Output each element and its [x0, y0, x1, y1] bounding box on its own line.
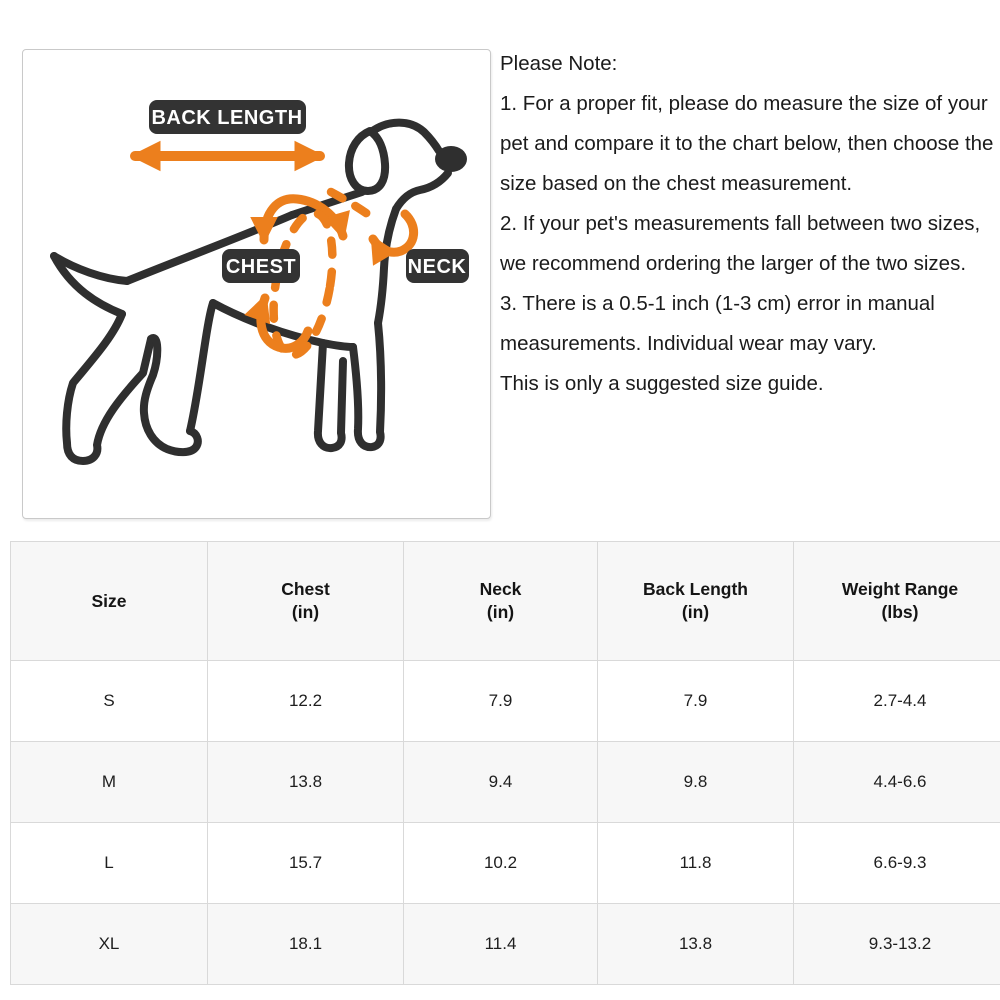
note-line: 3. There is a 0.5-1 inch (1-3 cm) error in manual — [500, 292, 935, 315]
size-cell: M — [11, 742, 208, 823]
size-chart-table — [10, 541, 1000, 985]
size-cell: S — [11, 661, 208, 742]
chest-cell: 15.7 — [208, 823, 404, 904]
neck-cell: 9.4 — [404, 742, 598, 823]
table-row-xl — [11, 904, 1000, 985]
chest-cell: 18.1 — [208, 904, 404, 985]
back-length-cell: 13.8 — [598, 904, 794, 985]
note-line: measurements. Individual wear may vary. — [500, 332, 877, 355]
chest-label: CHEST — [225, 256, 297, 278]
table-row-m — [11, 742, 1000, 823]
table-row-s — [11, 661, 1000, 742]
table-row-l — [11, 823, 1000, 904]
dog-diagram-svg — [23, 50, 490, 518]
back-length-cell: 11.8 — [598, 823, 794, 904]
header-back-length: Back Length (in) — [598, 542, 794, 661]
header-chest: Chest (in) — [208, 542, 404, 661]
size-chart-header-row — [11, 542, 1000, 661]
note-line: 1. For a proper fit, please do measure the size of your — [500, 92, 988, 115]
back-length-label: BACK LENGTH — [151, 107, 303, 129]
note-line: pet and compare it to the chart below, then choose the — [500, 132, 994, 155]
neck-cell: 11.4 — [404, 904, 598, 985]
dog-nose — [435, 146, 467, 172]
weight-range-cell: 9.3-13.2 — [794, 904, 1000, 985]
size-chart — [10, 541, 1000, 985]
weight-range-cell: 6.6-9.3 — [794, 823, 1000, 904]
header-size: Size — [11, 542, 208, 661]
chest-cell: 13.8 — [208, 742, 404, 823]
neck-cell: 10.2 — [404, 823, 598, 904]
back-length-cell: 9.8 — [598, 742, 794, 823]
weight-range-cell: 4.4-6.6 — [794, 742, 1000, 823]
chest-bottom-arrow-icon — [261, 298, 308, 348]
notes-block — [500, 44, 1000, 404]
note-line: This is only a suggested size guide. — [500, 372, 824, 395]
size-cell: L — [11, 823, 208, 904]
dog-outline-drawing — [54, 123, 448, 461]
size-cell: XL — [11, 904, 208, 985]
header-weight-range: Weight Range (lbs) — [794, 542, 1000, 661]
header-neck: Neck (in) — [404, 542, 598, 661]
note-line: we recommend ordering the larger of the two sizes. — [500, 252, 967, 275]
note-line: size based on the chest measurement. — [500, 172, 853, 195]
chest-cell: 12.2 — [208, 661, 404, 742]
dog-measurement-diagram — [22, 49, 491, 519]
weight-range-cell: 2.7-4.4 — [794, 661, 1000, 742]
neck-label: NECK — [407, 256, 467, 278]
back-length-cell: 7.9 — [598, 661, 794, 742]
neck-cell: 7.9 — [404, 661, 598, 742]
note-line: 2. If your pet's measurements fall between two sizes, — [500, 212, 981, 235]
notes-title: Please Note: — [500, 52, 618, 75]
